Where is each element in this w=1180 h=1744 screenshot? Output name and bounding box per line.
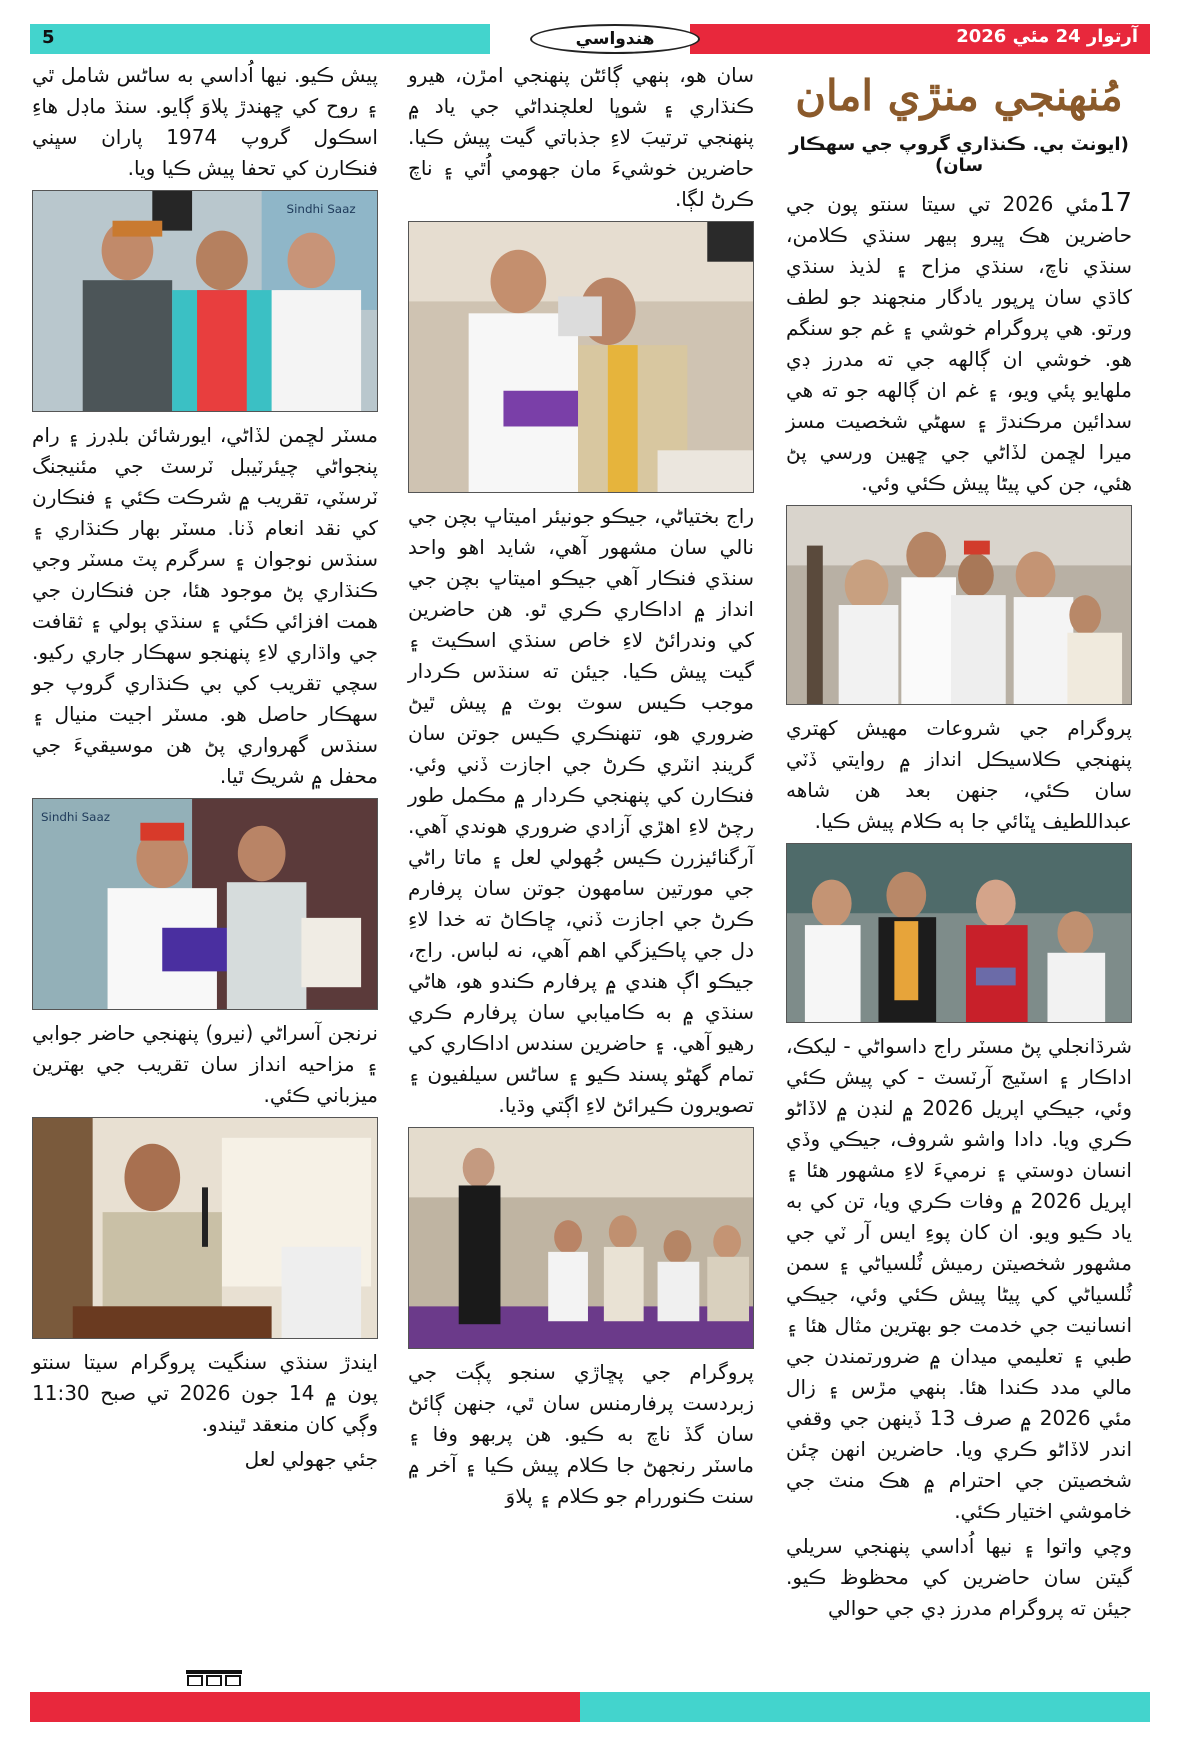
masthead-logo: هندواسي <box>530 24 700 54</box>
photo-caption: نرنجن آسراڻي (نيرو) پنهنجي حاضر جوابي ۽ مزاحيه انداز سان تقريب جي بهترين ميزباني ڪئي. <box>32 1021 378 1107</box>
article-paragraph: وچي واتوا ۽ نيها اُداسي پنهنجي سريلي گيتن سان حاضرين کي محظوظ ڪيو. جيئن ته پروگرام مدرز ڊي جي حوالي <box>786 1534 1132 1620</box>
article-paragraph: راج بختياڻي، جيڪو جونيئر اميتاڀ بچن جي نالي سان مشهور آهي، شايد اهو واحد سنڌي فنڪار آهي جيڪو اميتاڀ بچن جي انداز ۾ اداڪاري ڪري ٿو. هن حاضرين کي وندرائڻ لاءِ خاص سنڌي اسڪيٽ ۽ گيت پيش ڪيا. جيئن ته سنڌس ڪردار موجب ڪيس سوٽ بوٽ ۾ پيش ٿيڻ ضروري هو، تنهنڪري ڪيس جوتن سان گرينڊ انٽري ڪرڻ جي اجازت ڏني وئي. فنڪارن کي پنهنجي ڪردار ۾ مڪمل طور رچڻ لاءِ اهڙي آزادي ضروري هوندي آهي. آرگنائيزرن ڪيس جُهولي لعل ۽ ماتا راڻي جي مورتين سامهون جوتن سان پرفارم ڪرڻ جي اجازت ڏني، ڇاڪاڻ ته خدا لاءِ دل جي پاڪيزگي اهم آهي، نه لباس. راج، جيڪو اڳ هندي ۾ پرفارم ڪندو هو، هاڻي سنڌي ۾ به ڪاميابي سان پرفارم ڪري رهيو آهي. ۽ حاضرين سندس اداڪاري کي تمام گهڻو پسند ڪيو ۽ ساڻس سيلفيون ۽ تصويرون ڪيرائڻ لاءِ اڳتي وڌيا. <box>408 504 754 1117</box>
issue-date: آرتوار 24 مئي 2026 <box>956 26 1138 47</box>
page-header <box>30 24 1150 54</box>
article-headline: مُنهنجي منڙي امان <box>795 71 1123 120</box>
column-left <box>32 60 378 1690</box>
page-number: 5 <box>42 27 55 48</box>
photo-harmonium-singer <box>32 1117 378 1339</box>
svg-text:Sindhi Saaz: Sindhi Saaz <box>286 201 356 216</box>
paragraph-number: 17 <box>1098 188 1132 218</box>
column-middle <box>408 60 754 1690</box>
photo-award-handover <box>32 190 378 412</box>
photo-group-portrait <box>786 843 1132 1023</box>
end-of-article-icon <box>186 1670 242 1686</box>
article-signoff: جئي جهولي لعل <box>244 1447 378 1471</box>
article-paragraph: 17مئي 2026 تي سيتا سنتو پون جي حاضرين هڪ ڀيرو ٻيهر سنڌي ڪلامن، سنڌي ناچ، سنڌي مزاح ۽ لذيذ سنڌي کاڌي سان ڀرپور يادگار منجهند جو لطف ورتو. هي پروگرام خوشي ۽ غم جو سنگم هو. خوشي ان ڳالهه جي ته مدرز ڊي ملهايو پئي ويو، ۽ غم ان ڳالهه جو ته هي سدائين مرڪندڙ ۽ سهڻي شخصيت مسز ميرا لڇمن لڏاڻي جي ڇهين ورسي پڻ هئي، جن کي پيڻا پيش ڪئي وئي. <box>786 188 1132 495</box>
header-teal-band <box>30 24 490 54</box>
article-paragraph: سان هو، ٻنهي ڳائڻن پنهنجي امڙن، هيرو ڪنڌاري ۽ شوڀا لعلچنداڻي جي ياد ۾ پنهنجي ترتيبَ لاءِ جذباتي گيت پيش ڪيا. حاضرين خوشيءَ مان جهومي اُٿي ۽ ناچ ڪرڻ لڳا. <box>408 63 754 211</box>
article-byline: (ايونٽ بي. ڪنڌاري گروپ جي سهڪار سان) <box>789 134 1129 176</box>
article-paragraph: ايندڙ سنڌي سنگيت پروگرام سيتا سنتو پون ۾ 14 جون 2026 تي صبح 11:30 وڳي کان منعقد ٿيندو. <box>32 1350 378 1436</box>
column-right <box>786 60 1132 1690</box>
photo-felicitation <box>408 221 754 493</box>
footer-teal-band <box>580 1692 1150 1722</box>
article-paragraph: پروگرام جي پڇاڙي سنجو پڳت جي زبردست پرفارمنس سان ٿي، جنهن ڳائڻ سان گڏ ناچ به ڪيو. هن پربهو وفا ۽ ماسٽر رنجهڻ جا ڪلام پيش ڪيا ۽ آخر ۾ سنت ڪنوررام جو ڪلام ۽ پلاوَ <box>408 1360 754 1508</box>
photo-host-honoured <box>32 798 378 1010</box>
article-paragraph: پيش ڪيو. نيها اُداسي به ساڻس شامل ٿي ۽ روح کي ڇهندڙ پلاوَ ڳايو. سنڌ ماڊل هاءِ اسڪول گروپ 1974 پاران سڀني فنڪارن کي تحفا پيش ڪيا ويا. <box>32 63 378 180</box>
svg-text:Sindhi Saaz: Sindhi Saaz <box>40 809 111 824</box>
article-paragraph: شرڌانجلي پڻ مسٽر راج داسواڻي - ليکڪ، اداڪار ۽ اسٽيج آرٽسٽ - کي پيش ڪئي وئي، جيڪي اپريل 2026 ۾ لنڊن ۾ لاڏاڻو ڪري ويا. دادا واشو شروف، جيڪي وڏي انسان دوستي ۽ نرميءَ لاءِ مشهور هئا ۽ اپريل 2026 ۾ وفات ڪري ويا، تن کي به ياد ڪيو ويو. ان کان پوءِ ايس آر ٽي جي مشهور شخصيتن رميش ٽُلسياڻي ۽ سمن ٽُلسياڻي کي پيڻا پيش ڪئي وئي، جيڪي انسانيت جي خدمت جو بهترين مثال هئا ۽ طبي ۽ تعليمي ميدان ۾ ضرورتمندن جي مالي مدد ڪندا هئا. ٻنهي مڙس ۽ زال مئي 2026 ۾ صرف 13 ڏينهن جي وقفي اندر لاڏاڻو ڪري ويا. حاضرين انهن چئن شخصيتن جي احترام ۾ هڪ منٽ جي خاموشي اختيار ڪئي. <box>786 1034 1133 1523</box>
footer-red-band <box>30 1692 580 1722</box>
photo-performer-audience <box>408 1127 754 1349</box>
photo-group-hug <box>786 505 1132 705</box>
article-paragraph: مسٽر لڇمن لڏاڻي، ايورشائن بلڊرز ۽ رام پنجواڻي چيئرٽيبل ٽرسٽ جي مئنيجنگ ٽرسٽي، تقريب ۾ شرڪت ڪئي ۽ فنڪارن کي نقد انعام ڏنا. مسٽر بهار ڪنڌاري ۽ سنڌس نوجوان ۽ سرگرم پٽ مسٽر وجي ڪنڌاري پڻ موجود هئا، جن فنڪارن جي همت افزائي ڪئي ۽ سنڌي ٻولي ۽ ثقافت جي واڌاري لاءِ پنهنجو سهڪار جاري رکيو. سچي تقريب کي بي ڪنڌاري گروپ جو سهڪار حاصل هو. مسٽر اجيت منيال ۽ سنڌس گهرواري پڻ هن موسيقيءَ جي محفل ۾ شريڪ ٿيا. <box>32 423 378 788</box>
photo-caption: پروگرام جي شروعات مهيش کهتري پنهنجي ڪلاسيڪل انداز ۾ روايتي ڏٽي سان ڪئي، جنهن بعد هن شاهه عبداللطيف ڀٽائي جا ٻه ڪلام پيش ڪيا. <box>786 716 1132 833</box>
